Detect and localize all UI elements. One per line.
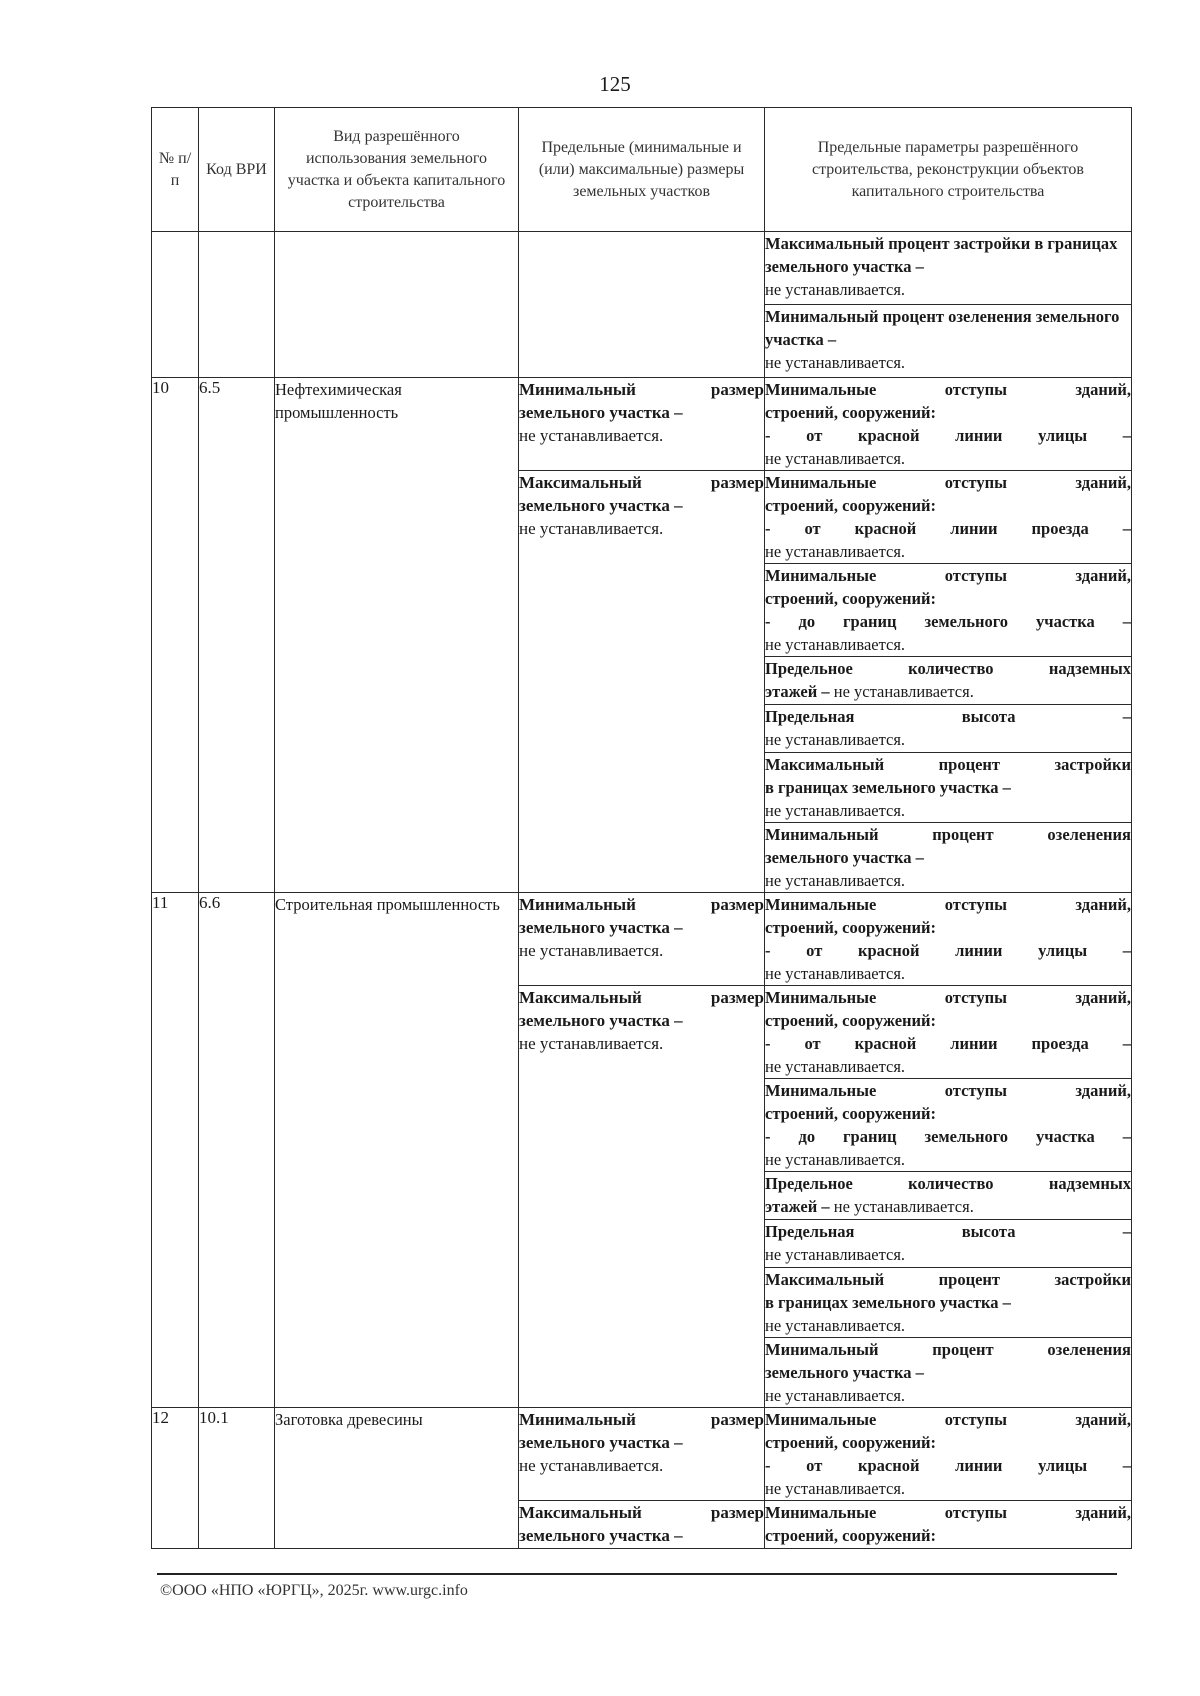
param-cell [765,471,1132,564]
min-size-title: Минимальный размер [519,1410,764,1429]
cont-kind-cell [275,232,519,378]
param-cell [765,1501,1132,1549]
param-line-3: - от красной линии улицы – [765,941,1131,960]
min-size-sub: земельного участка – [519,1433,683,1452]
param-line-2: земельного участка – [765,1363,924,1382]
param-line-2: строений, сооружений: [765,1104,937,1123]
param-cell [765,986,1132,1079]
cont-code-cell [199,232,275,378]
param-cell [765,705,1132,753]
row-number: 10 [152,378,199,893]
param-line-2: строений, сооружений: [765,589,937,608]
param-cell [765,564,1132,657]
param-cell [765,657,1132,705]
param-line-1: Минимальные отступы зданий, [765,895,1131,914]
min-size-cell [519,378,765,471]
param-line-2: строений, сооружений: [765,1011,937,1030]
param-cell [765,1268,1132,1338]
param-cell [765,823,1132,893]
param-line-1: Минимальный процент озеленения [765,1340,1131,1359]
max-size-cell [519,471,765,893]
param-line-1: Предельное количество надземных [765,1174,1131,1193]
param-line-3: - от красной линии улицы – [765,426,1131,445]
param-line-1: Минимальные отступы зданий, [765,988,1131,1007]
param-line-1: Минимальные отступы зданий, [765,1081,1131,1100]
param-line-2: строений, сооружений: [765,403,937,422]
footer-divider [157,1573,1117,1575]
param-bold: Минимальный процент озеленения земельного участка – [765,307,1120,349]
param-line-1: Минимальные отступы зданий, [765,473,1131,492]
param-value: не устанавливается. [765,871,906,890]
param-line-3: - от красной линии проезда – [765,1034,1131,1053]
param-value: не устанавливается. [765,1057,906,1076]
param-line-1: Минимальные отступы зданий, [765,1410,1131,1429]
param-value: не устанавливается. [765,1150,906,1169]
param-line-1: Предельная высота – [765,1222,1131,1241]
param-cell [765,1408,1132,1501]
param-value: не устанавливается. [765,1479,906,1498]
param-value: не устанавливается. [765,1316,906,1335]
max-size-value: не устанавливается. [519,1034,664,1053]
param-value: не устанавливается. [765,1386,906,1405]
param-line-2: строений, сооружений: [765,496,937,515]
param-cell [765,1079,1132,1172]
footer-copyright: ©ООО «НПО «ЮРГЦ», 2025г. www.urgc.info [160,1582,468,1599]
max-size-cell [519,1501,765,1549]
table-row [152,1408,1132,1501]
param-cell [765,378,1132,471]
max-size-title: Максимальный размер [519,1503,764,1522]
param-value: не устанавливается. [765,964,906,983]
param-line-1: Максимальный процент застройки [765,1270,1131,1289]
page-number: 125 [599,72,631,96]
param-line-2: строений, сооружений: [765,1526,937,1545]
max-size-sub: земельного участка – [519,1011,683,1030]
max-size-title: Максимальный размер [519,473,764,492]
param-bold: Максимальный процент застройки в границах земельного участка – [765,234,1118,276]
param-line-2: земельного участка – [765,848,924,867]
cont-num-cell [152,232,199,378]
min-size-value: не устанавливается. [519,1456,664,1475]
param-line-3: - от красной линии проезда – [765,519,1131,538]
param-value: не устанавливается. [765,801,906,820]
header-sizes: Предельные (минимальные и (или) максимальные) размеры земельных участков [519,108,765,232]
max-size-cell [519,986,765,1408]
param-bold-part: этажей – [765,682,830,701]
table-header-row [152,108,1132,232]
param-cell [765,1338,1132,1408]
param-line-1: Минимальные отступы зданий, [765,1503,1131,1522]
row-kind: Строительная промышленность [275,893,519,1408]
header-params: Предельные параметры разрешённого строительства, реконструкции объектов капитального строительства [765,108,1132,232]
param-line-1: Минимальный процент озеленения [765,825,1131,844]
row-code: 6.5 [199,378,275,893]
param-plain-part: не устанавливается. [829,1197,974,1216]
param-cell [765,893,1132,986]
param-line-1: Предельное количество надземных [765,659,1131,678]
param-value: не устанавливается. [765,449,906,468]
min-size-sub: земельного участка – [519,403,683,422]
param-line-1: Минимальные отступы зданий, [765,380,1131,399]
param-line-1: Минимальные отступы зданий, [765,566,1131,585]
param-cell [765,1220,1132,1268]
param-cell [765,1172,1132,1220]
header-number: № п/п [152,108,199,232]
table-row [152,378,1132,471]
param-line-2: строений, сооружений: [765,918,937,937]
min-size-sub: земельного участка – [519,918,683,937]
max-size-title: Максимальный размер [519,988,764,1007]
row-code: 6.6 [199,893,275,1408]
header-kind: Вид разрешённого использования земельного участка и объекта капитального строительства [275,108,519,232]
param-line-2: в границах земельного участка – [765,778,1011,797]
row-kind: Нефтехимическая промышленность [275,378,519,893]
max-size-sub: земельного участка – [519,1526,683,1545]
param-cell [765,232,1132,305]
param-line-2 [765,680,1131,703]
param-line-3: - до границ земельного участка – [765,1127,1131,1146]
param-value: не устанавливается. [765,635,906,654]
regulations-table [151,107,1132,1549]
param-value: не устанавливается. [765,730,906,749]
table-row [152,893,1132,986]
param-value: не устанавливается. [765,542,906,561]
min-size-cell [519,1408,765,1501]
param-value: не устанавливается. [765,280,906,299]
param-line-2: строений, сооружений: [765,1433,937,1452]
min-size-value: не устанавливается. [519,426,664,445]
max-size-value: не устанавливается. [519,519,664,538]
param-line-2 [765,1195,1131,1218]
min-size-title: Минимальный размер [519,895,764,914]
param-cell [765,305,1132,378]
min-size-title: Минимальный размер [519,380,764,399]
param-plain-part: не устанавливается. [829,682,974,701]
min-size-value: не устанавливается. [519,941,664,960]
row-number: 12 [152,1408,199,1549]
row-number: 11 [152,893,199,1408]
header-code: Код ВРИ [199,108,275,232]
param-line-2: в границах земельного участка – [765,1293,1011,1312]
param-line-1: Максимальный процент застройки [765,755,1131,774]
param-line-3: - до границ земельного участка – [765,612,1131,631]
param-value: не устанавливается. [765,353,906,372]
row-kind: Заготовка древесины [275,1408,519,1549]
param-value: не устанавливается. [765,1245,906,1264]
param-line-3: - от красной линии улицы – [765,1456,1131,1475]
table-row [152,232,1132,305]
param-bold-part: этажей – [765,1197,830,1216]
param-line-1: Предельная высота – [765,707,1131,726]
param-cell [765,753,1132,823]
min-size-cell [519,893,765,986]
cont-size-cell [519,232,765,378]
row-code: 10.1 [199,1408,275,1549]
max-size-sub: земельного участка – [519,496,683,515]
